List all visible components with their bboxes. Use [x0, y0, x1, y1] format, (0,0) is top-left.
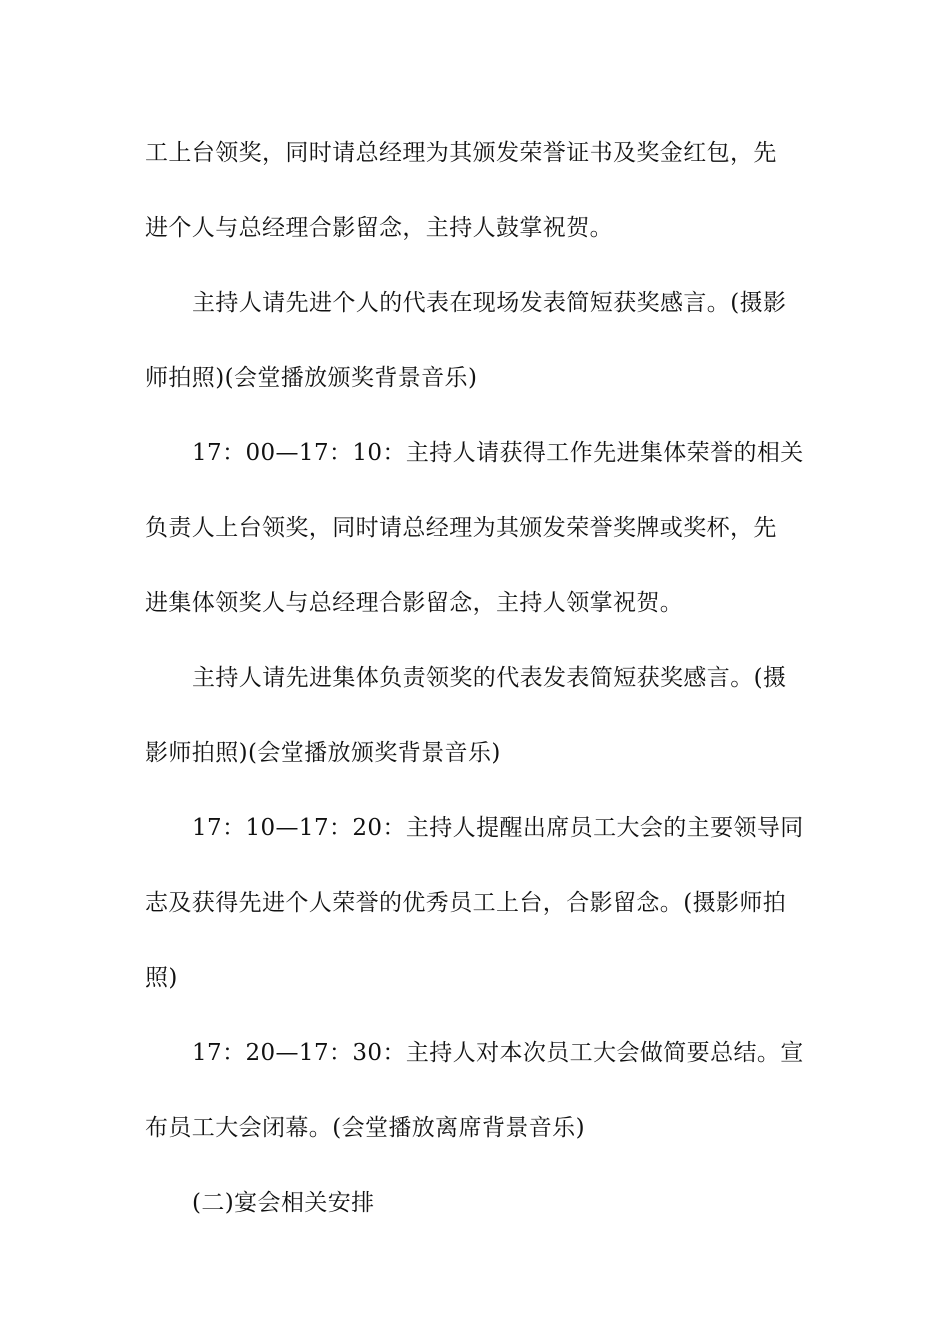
text-line: 进个人与总经理合影留念，主持人鼓掌祝贺。 — [145, 215, 613, 241]
paragraph-start-line: 17：10—17：20：主持人提醒出席员工大会的主要领导同 — [192, 815, 804, 841]
paragraph-start-line: 17：20—17：30：主持人对本次员工大会做简要总结。宣 — [192, 1040, 804, 1066]
text-line: 师拍照)(会堂播放颁奖背景音乐) — [145, 365, 478, 391]
paragraph-start-line: 主持人请先进个人的代表在现场发表简短获奖感言。(摄影 — [192, 290, 787, 316]
paragraph-start-line: 主持人请先进集体负责领奖的代表发表简短获奖感言。(摄 — [192, 665, 787, 691]
paragraph-start-line: 17：00—17：10：主持人请获得工作先进集体荣誉的相关 — [192, 440, 804, 466]
text-line: 布员工大会闭幕。(会堂播放离席背景音乐) — [145, 1115, 585, 1141]
text-line: 照) — [145, 965, 178, 991]
section-heading: (二)宴会相关安排 — [192, 1190, 375, 1216]
text-line: 负责人上台领奖，同时请总经理为其颁发荣誉奖牌或奖杯，先 — [145, 515, 777, 541]
text-line: 志及获得先进个人荣誉的优秀员工上台，合影留念。(摄影师拍 — [145, 890, 787, 916]
text-line: 影师拍照)(会堂播放颁奖背景音乐) — [145, 740, 501, 766]
text-line: 进集体领奖人与总经理合影留念，主持人领掌祝贺。 — [145, 590, 684, 616]
text-line: 工上台领奖，同时请总经理为其颁发荣誉证书及奖金红包，先 — [145, 140, 777, 166]
